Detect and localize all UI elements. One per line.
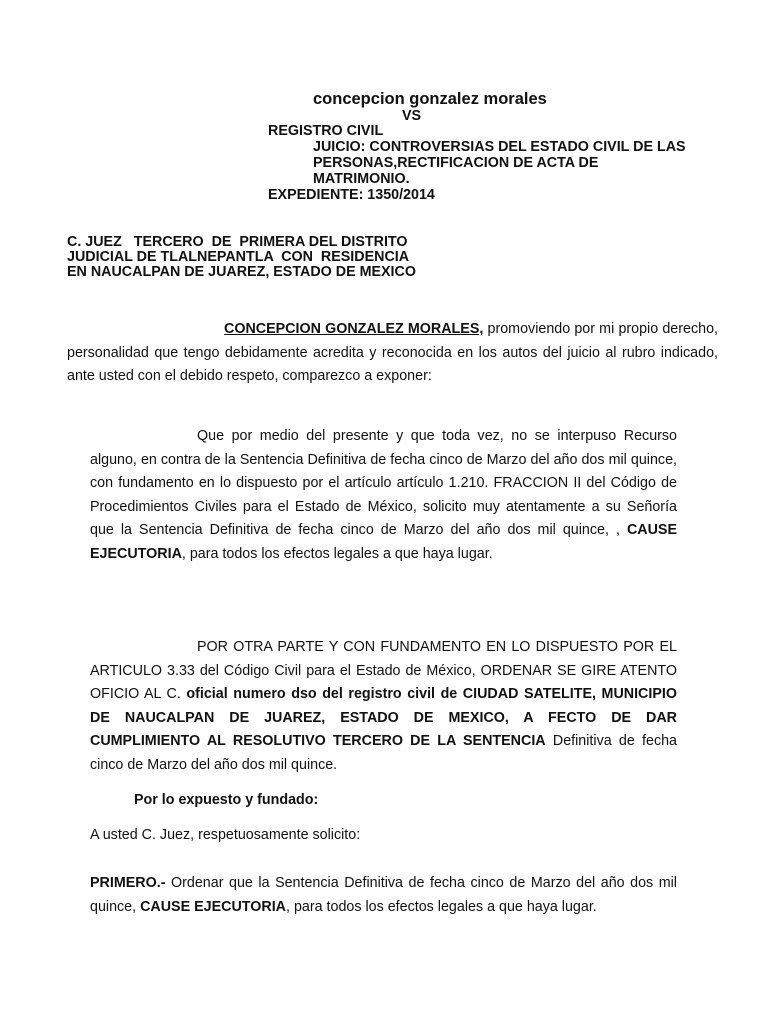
plaintiff-name: concepcion gonzalez morales [313,90,547,108]
defendant-name: REGISTRO CIVIL [268,123,384,139]
primero-cause-ejecutoria: CAUSE EJECUTORIA [140,898,286,915]
juicio-line-2: PERSONAS,RECTIFICACION DE ACTA DE [313,155,599,171]
addressee-line-3: EN NAUCALPAN DE JUAREZ, ESTADO DE MEXICO [67,264,416,280]
juicio-line-3: MATRIMONIO. [313,171,410,187]
primero-paragraph: PRIMERO.- Ordenar que la Sentencia Definitiva de fecha cinco de Marzo del año dos mil quince, CAUSE EJECUTORIA, para todos los efectos legales a que haya lugar. [90,875,677,915]
expediente-number: EXPEDIENTE: 1350/2014 [268,187,435,203]
juicio-line-1: JUICIO: CONTROVERSIAS DEL ESTADO CIVIL DE LAS [313,139,686,155]
versus-label: VS [402,108,422,124]
paragraph-cause-ejecutoria: Que por medio del presente y que toda vez, no se interpuso Recurso alguno, en contra de la Sentencia Definitiva de fecha cinco de Marzo del año dos mil quince, con fundamento en lo dispuesto por el artículo artículo 1.210. FRACCION II del Código de Procedimientos Civiles para el Estado de México, solicito muy atentamente a su Señoría que la Sentencia Definitiva de fecha cinco de Marzo del año dos mil quince, , CAUSE EJECUTORIA, para todos los efectos legales a que haya lugar. [90,428,677,562]
primero-label: PRIMERO.- [90,875,166,891]
intro-text: promoviendo por mi propio derecho, personalidad que tengo debidamente acredita y reconocida en los autos del juicio al rubro indicado, ante usted con el debido respeto, comparezco a exponer: [67,321,718,384]
promovente-name: CONCEPCION GONZALEZ MORALES, [224,321,484,337]
oficio-emphasis: oficial numero dso del registro civil de CIUDAD SATELITE, MUNICIPIO DE NAUCALPAN DE JUAREZ, ESTADO DE MEXICO, A FECTO DE DAR CUMPLIMIENTO AL RESOLUTIVO TERCERO DE LA SENTENCIA [90,686,677,749]
addressee-line-1: C. JUEZ TERCERO DE PRIMERA DEL DISTRITO [67,234,408,250]
intro-paragraph [67,318,718,389]
paragraph-oficio: POR OTRA PARTE Y CON FUNDAMENTO EN LO DISPUESTO POR EL ARTICULO 3.33 del Código Civil para el Estado de México, ORDENAR SE GIRE ATENTO OFICIO AL C. oficial numero dso del registro civil de CIUDAD SATELITE, MUNICIPIO DE NAUCALPAN DE JUAREZ, ESTADO DE MEXICO, A FECTO DE DAR CUMPLIMIENTO AL RESOLUTIVO TERCERO DE LA SENTENCIA Definitiva de fecha cinco de Marzo del año dos mil quince. [90,639,678,773]
addressee-line-2: JUDICIAL DE TLALNEPANTLA CON RESIDENCIA [67,249,410,265]
cause-ejecutoria-emphasis: CAUSE EJECUTORIA [90,522,677,562]
solicito-line: A usted C. Juez, respetuosamente solicito: [90,827,361,843]
expuesto-heading: Por lo expuesto y fundado: [134,792,319,808]
